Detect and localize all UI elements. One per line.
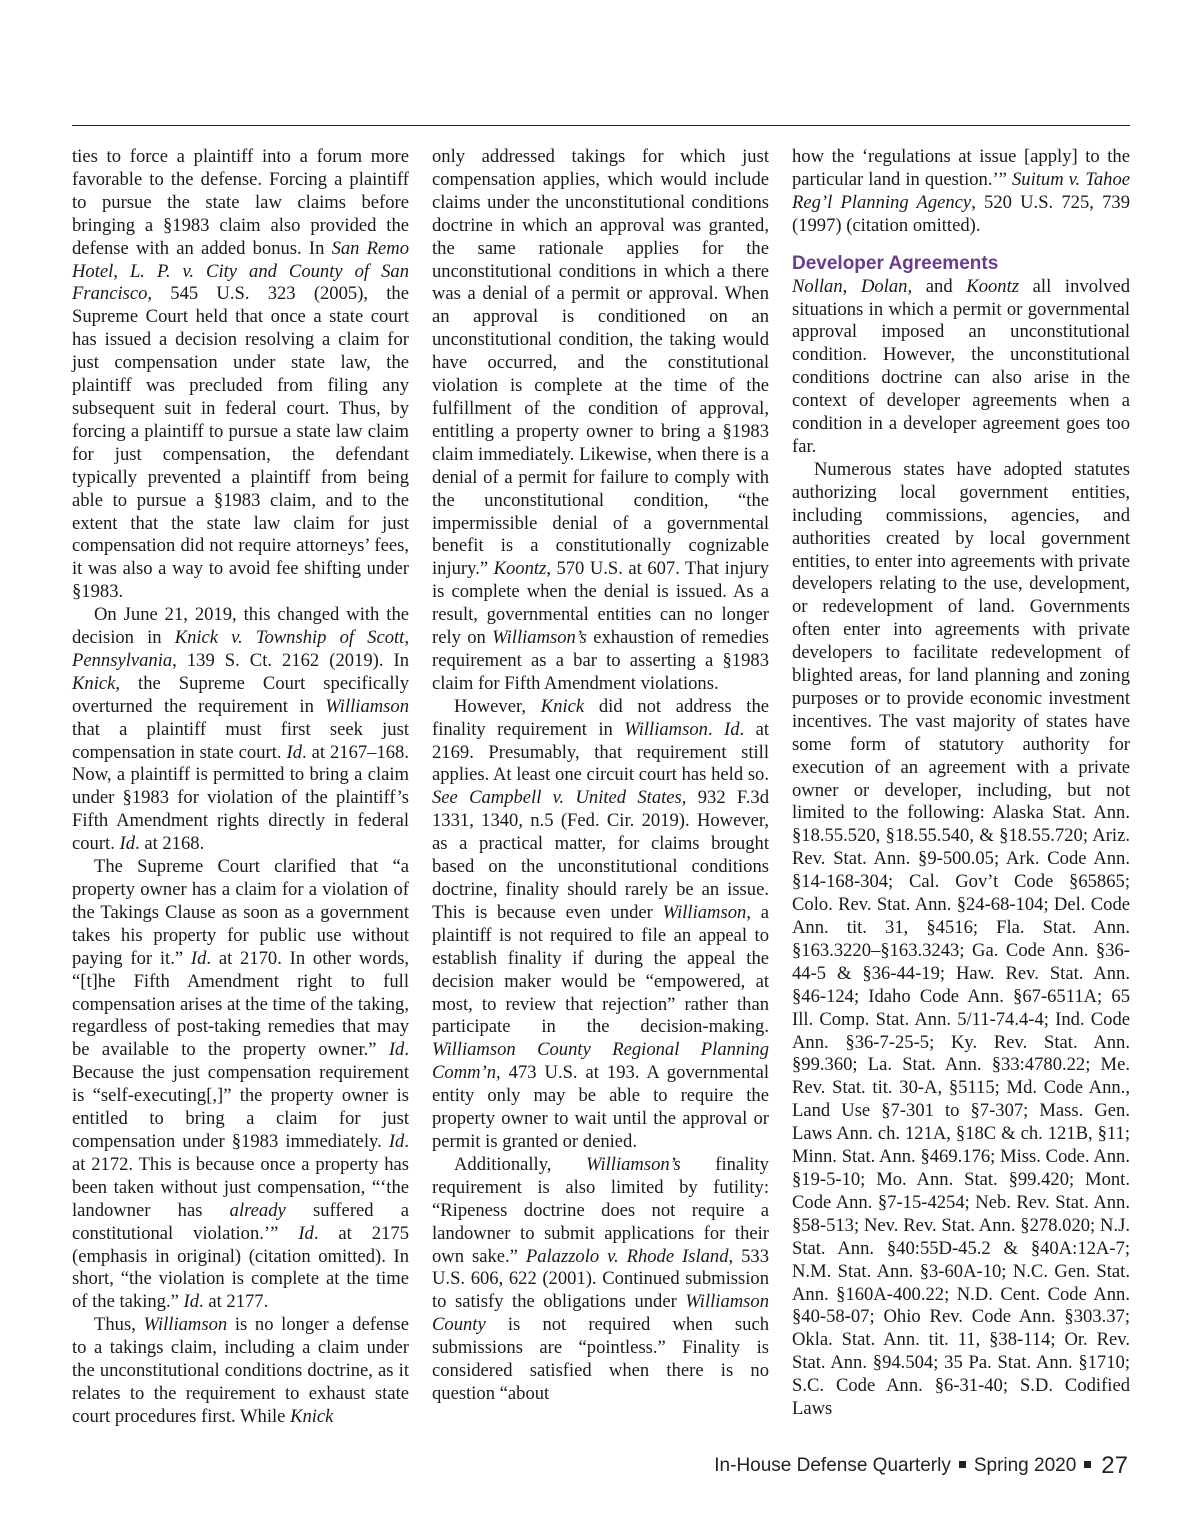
paragraph [432, 1154, 769, 1406]
text-run: is not required when such submissions are “pointless.” Finality is considered satisfied when there is no question “about [432, 1314, 769, 1404]
text-run: . at 2175 (emphasis in original) (citation omitted). In short, “the violation is complete at the time of the taking.” [72, 1222, 409, 1313]
text-run: ties to force a plaintiff into a forum more favorable to the defense. Forcing a plaintiff to pursue the state law claims before bringing a §1983 claim also provided the defense with an added bonus. In [72, 146, 409, 259]
bullet-separator [1084, 1461, 1091, 1468]
italic-text: Williamson [662, 901, 747, 923]
italic-text: Knick v. Township of Scott, Pennsylvania [72, 627, 409, 671]
page-footer [714, 1452, 1128, 1480]
italic-text: Knick [290, 1405, 334, 1427]
column-1 [72, 146, 409, 1429]
italic-text: Id [388, 1039, 405, 1061]
italic-text: Williamson [325, 695, 409, 717]
text-run: and [912, 275, 967, 297]
paragraph [792, 276, 1130, 459]
italic-text: Id [286, 741, 302, 763]
text-run: , a plaintiff is not required to file an appeal to establish finality if during the appeal the decision maker would be “empowered, at most, to review that rejection” rather than participate in the decision-making. [432, 901, 769, 1038]
italic-text: See Campbell v. United States [432, 787, 682, 809]
text-run: did not address the finality requirement in [432, 695, 769, 740]
italic-text: Williamson County Regional Planning Comm’n [432, 1039, 769, 1084]
text-run: , 139 S. Ct. 2162 (2019). In [172, 649, 409, 671]
text-run: Additionally, [454, 1153, 586, 1175]
paragraph [72, 604, 409, 856]
italic-text: Knick [540, 695, 585, 717]
italic-text: Williamson [143, 1314, 228, 1336]
text-run: . at 2170. In other words, “[t]he Fifth Amendment right to full compensation arises at the time of the taking, regardless of post-taking remedies that may be available to the property owner.” [72, 947, 410, 1061]
italic-text: Id [298, 1222, 314, 1244]
italic-text: Id [190, 947, 207, 969]
text-run: , 473 U.S. at 193. A governmental entity only may be able to require the property owner to wait until the approval or permit is granted or denied. [432, 1062, 769, 1152]
text-run: all involved situations in which a permit or governmental approval imposed an unconstitutional condition. However, the unconstitutional conditions doctrine can also arise in the context of developer agreements when a condition in a developer agreement goes too far. [792, 275, 1131, 457]
italic-text: Suitum v. Tahoe Reg’l Planning Agency [792, 168, 1130, 213]
text-run: Thus, [94, 1314, 144, 1336]
text-run: . at 2172. This is because once a property has been taken without just compensation, “‘the landowner has [72, 1130, 409, 1221]
text-run: exhaustion of remedies requirement as a bar to asserting a §1983 claim for Fifth Amendment violations. [432, 627, 769, 694]
italic-text: Williamson’s [586, 1153, 681, 1175]
column-3-body [792, 276, 1130, 1421]
text-run: However, [454, 695, 541, 717]
paragraph [72, 146, 409, 604]
italic-text: Williamson County [432, 1291, 769, 1336]
text-run: . at 2168. [135, 833, 205, 855]
publication-name: In-House Defense Quarterly [714, 1455, 951, 1476]
text-run: . Because the just compensation requirement is “self-executing[,]” the property owner is entitled to bring a claim for just compensation under §1983 immediately. [72, 1039, 409, 1152]
italic-text: already [229, 1199, 286, 1221]
text-run: is no longer a defense to a takings claim, including a claim under the unconstitutional conditions doctrine, as it relates to the requirement to exhaust state court procedures first. While [72, 1314, 409, 1427]
text-run: . at 2167–168. Now, a plaintiff is permitted to bring a claim under §1983 for violation of the plaintiff’s Fifth Amendment rights directly in federal court. [72, 741, 410, 855]
italic-text: Koontz [493, 558, 547, 580]
column-2 [432, 146, 769, 1406]
column-3 [792, 146, 1130, 1421]
text-run: . [707, 718, 725, 740]
text-run: , 932 F.3d 1331, 1340, n.5 (Fed. Cir. 2019). However, as a practical matter, for claims brought based on the unconstitutional conditions doctrine, finality should rarely be an issue. This is because even under [432, 787, 769, 923]
italic-text: Id [388, 1130, 405, 1152]
italic-text: Nollan [792, 275, 843, 297]
italic-text: Dolan, [860, 275, 913, 297]
paragraph [72, 856, 409, 1314]
text-run: , the Supreme Court specifically overturned the requirement in [72, 672, 409, 717]
text-run: . at 2177. [199, 1291, 269, 1313]
text-run: , 545 U.S. 323 (2005), the Supreme Court held that once a state court has issued a decision resolving a claim for just compensation under state law, the plaintiff was precluded from filing any subsequent suit in federal court. Thus, by forcing a plaintiff to pursue a state law claim for just compensation, the defendant typically prevented a plaintiff from being able to pursue a §1983 claim, and to the extent that the state law claim for just compensation did not require attorneys’ fees, it was also a way to avoid fee shifting under §1983. [72, 283, 409, 603]
italic-text: Id [119, 833, 136, 855]
text-run: . at 2169. Presumably, that requirement still applies. At least one circuit court has held so. [432, 718, 770, 786]
italic-text: Knick [72, 672, 116, 694]
italic-text: Id [183, 1291, 200, 1313]
text-run: , 533 U.S. 606, 622 (2001). Continued submission to satisfy the obligations under [432, 1245, 769, 1313]
paragraph [432, 696, 769, 1154]
page-number: 27 [1101, 1452, 1128, 1479]
header-rule [72, 125, 1130, 126]
issue-date: Spring 2020 [973, 1455, 1077, 1476]
paragraph [432, 146, 769, 696]
text-run: , 520 U.S. 725, 739 (1997) (citation omitted). [792, 191, 1130, 236]
text-run: Numerous states have adopted statutes authorizing local government entities, including commissions, agencies, and authorities created by local government entities, to enter into agreements with private developers relating to the use, development, or redevelopment of land. Governments often enter into agreements with private developers to facilitate redevelopment of blighted areas, for land planning and zoning purposes or to provide economic investment incentives. The vast majority of states have some form of statutory authority for execution of an agreement with a private owner or developer, including, but not limited to the following: Alaska Stat. Ann. §18.55.520, §18.55.540, & §18.55.720; Ariz. Rev. Stat. Ann. §9-500.05; Ark. Code Ann. §14-168-304; Cal. Gov’t Code §65865; Colo. Rev. Stat. Ann. §24-68-104; Del. Code Ann. tit. 31, §4516; Fla. Stat. Ann. §163.3220–§163.3243; Ga. Code Ann. §36-44-5 & §36-44-19; Haw. Rev. Stat. Ann. §46-124; Idaho Code Ann. §67-6511A; 65 Ill. Comp. Stat. Ann. 5/11-74.4-4; Ind. Code Ann. §36-7-25-5; Ky. Rev. Stat. Ann. §99.360; La. Stat. Ann. §33:4780.22; Me. Rev. Stat. tit. 30-A, §5115; Md. Code Ann., Land Use §7-301 to §7-307; Mass. Gen. Laws Ann. ch. 121A, §18C & ch. 121B, §11; Minn. Stat. Ann. §469.176; Miss. Code. Ann. §19-5-10; Mo. Ann. Stat. §99.420; Mont. Code Ann. §7-15-4254; Neb. Rev. Stat. Ann. §58-513; Nev. Rev. Stat. Ann. §278.020; N.J. Stat. Ann. §40:55D-45.2 & §40A:12A-7; N.M. Stat. Ann. §3-60A-10; N.C. Gen. Stat. Ann. §160A-400.22; N.D. Cent. Code Ann. §40-58-07; Ohio Rev. Code Ann. §303.37; Okla. Stat. Ann. tit. 11, §38-114; Or. Rev. Stat. Ann. §94.504; 35 Pa. Stat. Ann. §1710; S.C. Code Ann. §6-31-40; S.D. Codified Laws [792, 458, 1130, 1420]
text-run: The Supreme Court clarified that “a property owner has a claim for a violation of the Takings Clause as soon as a government takes his property for public use without paying for it.” [72, 856, 409, 969]
paragraph [72, 1314, 409, 1429]
column-3-intro [792, 146, 1130, 238]
text-run: , [842, 275, 861, 297]
italic-text: Williamson’s [492, 627, 587, 649]
text-run: how the ‘regulations at issue [apply] to the particular land in question.’” [792, 146, 1130, 190]
text-run: only addressed takings for which just compensation applies, which would include claims under the unconstitutional conditions doctrine in which an approval was granted, the same rationale applies for the unconstitutional conditions in which a there was a denial of a permit or approval. When an approval is conditioned on an unconstitutional condition, the taking would have occurred, and the constitutional violation is complete at the time of the fulfillment of the condition of approval, entitling a property owner to bring a §1983 claim immediately. Likewise, when there is a denial of a permit for failure to comply with the unconstitutional condition, “the impermissible denial of a governmental benefit is a constitutionally cognizable injury.” [432, 146, 769, 580]
text-run: that a plaintiff must first seek just compensation in state court. [72, 718, 409, 763]
italic-text: Id [724, 718, 740, 740]
bullet-separator [959, 1461, 966, 1468]
italic-text: San Remo Hotel, L. P. v. City and County of San Francisco [72, 237, 410, 305]
text-run: On June 21, 2019, this changed with the decision in [72, 604, 409, 649]
italic-text: Koontz [966, 275, 1019, 297]
paragraph [792, 459, 1130, 1421]
text-run: , 570 U.S. at 607. That injury is complete when the denial is issued. As a result, governmental entities can no longer rely on [432, 558, 769, 649]
text-run: finality requirement is also limited by futility: “Ripeness doctrine does not require a landowner to submit applications for their own sake.” [432, 1153, 769, 1267]
italic-text: Palazzolo v. Rhode Island [525, 1245, 729, 1267]
section-heading: Developer Agreements [792, 252, 999, 274]
text-run: suffered a constitutional violation.’” [72, 1199, 410, 1244]
italic-text: Williamson [624, 718, 708, 740]
paragraph [792, 146, 1130, 238]
